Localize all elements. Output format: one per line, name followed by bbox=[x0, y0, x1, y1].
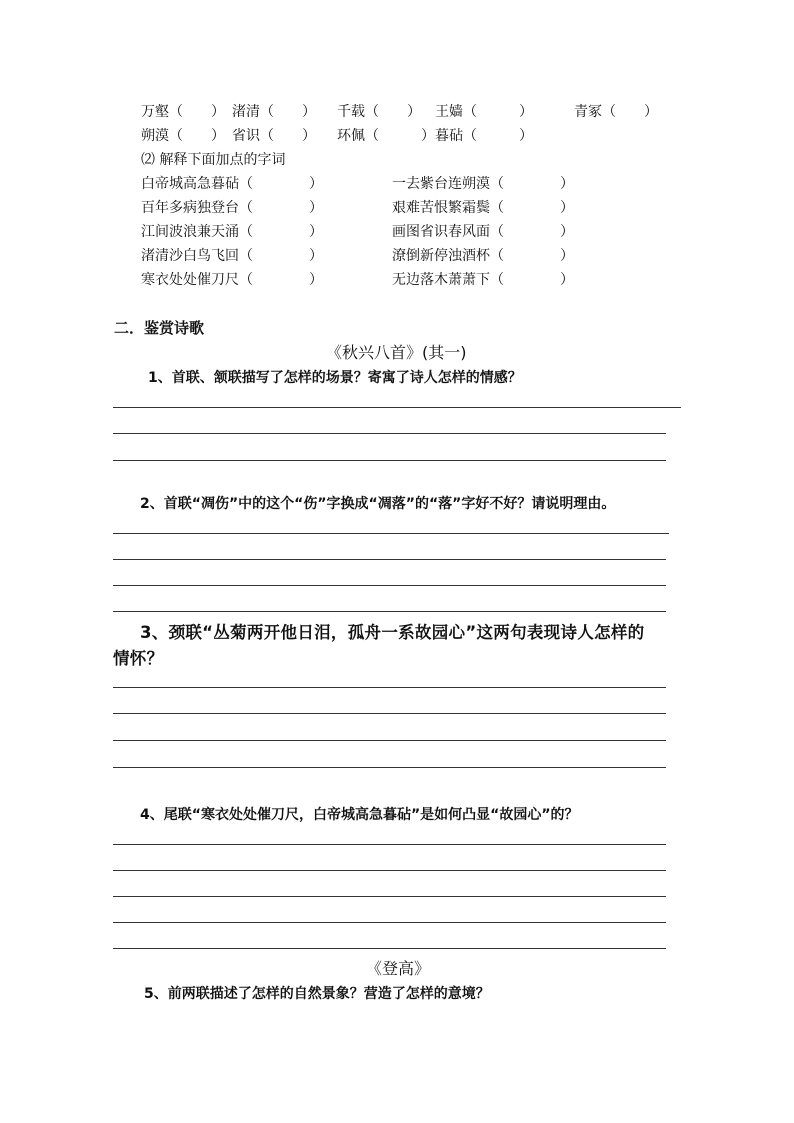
explain-right-5: 无边落木萧萧下（ ） bbox=[392, 272, 574, 288]
answer-line[interactable] bbox=[113, 433, 666, 434]
section-heading: 二．鉴赏诗歌 bbox=[114, 319, 205, 337]
question-3-line-2: 情怀？ bbox=[113, 649, 164, 668]
answer-line[interactable] bbox=[113, 585, 666, 586]
question-2: 2、首联“凋伤”中的这个“伤”字换成“凋落”的“落”字好不好？请说明理由。 bbox=[140, 496, 616, 512]
vocab-item-huanpei: 环佩（ ） bbox=[337, 128, 435, 144]
question-3-line-1: 3、颈联“丛菊两开他日泪，孤舟一系故园心”这两句表现诗人怎样的 bbox=[140, 623, 645, 642]
explain-left-4: 渚清沙白鸟飞回（ ） bbox=[141, 248, 323, 264]
answer-line[interactable] bbox=[113, 948, 666, 949]
answer-line[interactable] bbox=[113, 767, 666, 768]
answer-line[interactable] bbox=[113, 896, 666, 897]
question-4: 4、尾联“寒衣处处催刀尺，白帝城高急暮砧”是如何凸显“故园心”的？ bbox=[140, 807, 579, 823]
answer-line[interactable] bbox=[113, 611, 666, 612]
answer-line[interactable] bbox=[113, 922, 666, 923]
explain-right-2: 艰难苦恨繁霜鬓（ ） bbox=[392, 200, 574, 216]
explain-left-3: 江间波浪兼天涌（ ） bbox=[141, 224, 323, 240]
answer-line[interactable] bbox=[113, 407, 681, 408]
explain-right-3: 画图省识春风面（ ） bbox=[392, 224, 574, 240]
vocab-item-zhuqing: 渚清（ ） bbox=[232, 104, 316, 120]
sub-heading-explain: ⑵ 解释下面加点的字词 bbox=[141, 152, 286, 168]
vocab-item-muzhen: 暮砧（ ） bbox=[435, 128, 533, 144]
vocab-item-qingzhong: 青冢（ ） bbox=[574, 104, 658, 120]
explain-right-4: 潦倒新停浊酒杯（ ） bbox=[392, 248, 574, 264]
answer-line[interactable] bbox=[113, 870, 666, 871]
vocab-item-shuomo: 朔漠（ ） bbox=[141, 128, 225, 144]
question-1: 1、首联、颔联描写了怎样的场景？寄寓了诗人怎样的情感？ bbox=[148, 370, 522, 386]
explain-left-2: 百年多病独登台（ ） bbox=[141, 200, 323, 216]
answer-line[interactable] bbox=[113, 713, 666, 714]
explain-left-5: 寒衣处处催刀尺（ ） bbox=[141, 272, 323, 288]
answer-line[interactable] bbox=[113, 559, 666, 560]
explain-left-1: 白帝城高急暮砧（ ） bbox=[141, 176, 323, 192]
answer-line[interactable] bbox=[113, 460, 666, 461]
vocab-item-qianzai: 千载（ ） bbox=[337, 104, 421, 120]
answer-line[interactable] bbox=[113, 740, 666, 741]
poem-title-qiuxing: 《秋兴八首》(其一) bbox=[326, 343, 467, 362]
answer-line[interactable] bbox=[113, 844, 666, 845]
answer-line[interactable] bbox=[113, 687, 666, 688]
vocab-item-wangqiang: 王嫱（ ） bbox=[435, 104, 533, 120]
vocab-item-wanhe: 万壑（ ） bbox=[141, 104, 225, 120]
answer-line[interactable] bbox=[113, 533, 669, 534]
explain-right-1: 一去紫台连朔漠（ ） bbox=[392, 176, 574, 192]
vocab-item-shengshi: 省识（ ） bbox=[232, 128, 316, 144]
question-5: 5、前两联描述了怎样的自然景象？营造了怎样的意境？ bbox=[144, 986, 490, 1002]
poem-title-denggao: 《登高》 bbox=[366, 959, 431, 978]
